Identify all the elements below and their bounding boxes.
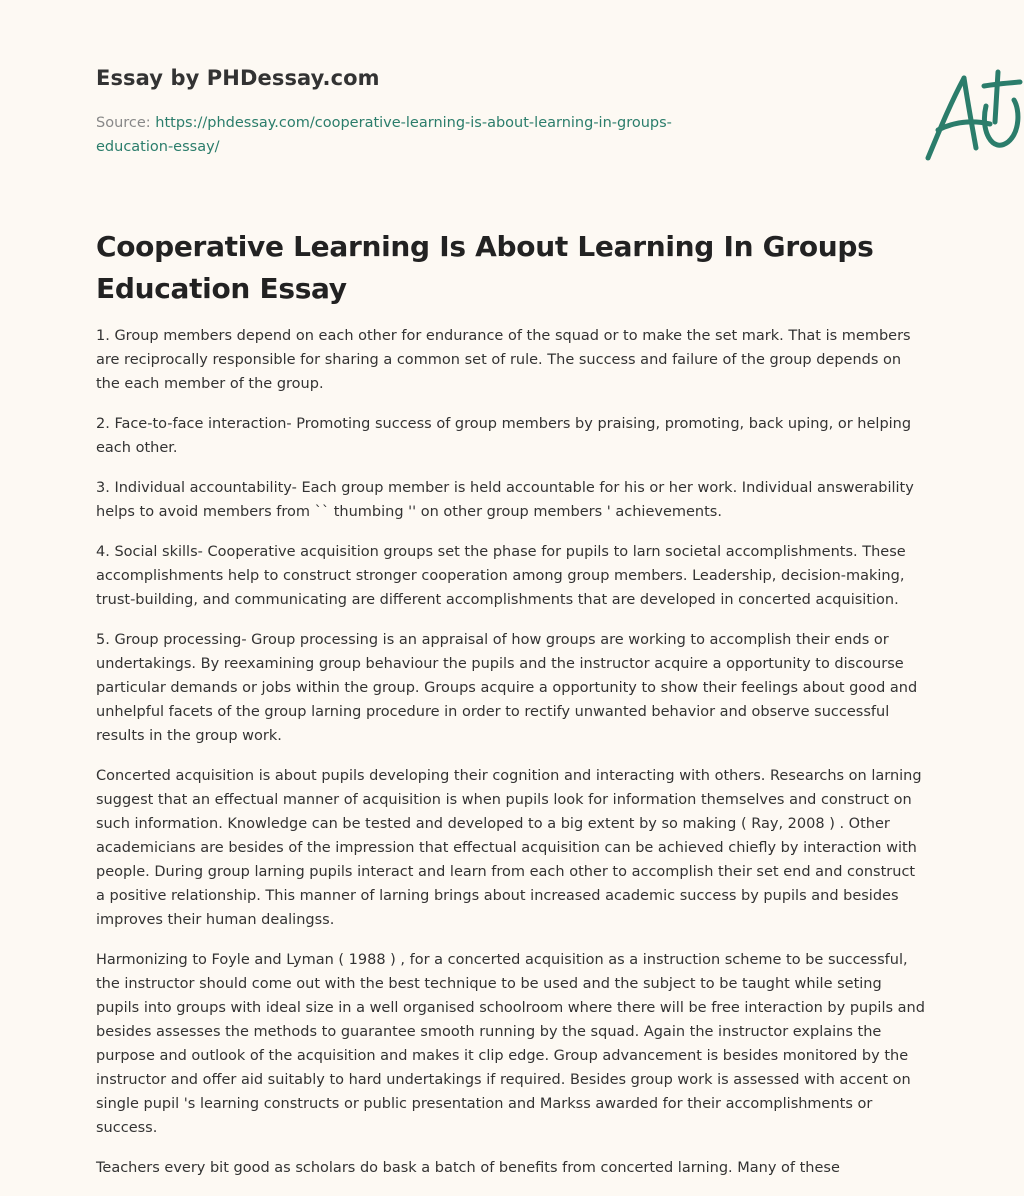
article-title: Cooperative Learning Is About Learning In Groups Education Essay [96, 230, 874, 305]
site-name: Essay by PHDessay.com [96, 66, 380, 90]
paragraph: 3. Individual accountability- Each group member is held accountable for his or her work. Individual answerability helps to avoid members from `` thumbing '' on other group members ' achievements. [96, 480, 914, 520]
paragraph: 1. Group members depend on each other for endurance of the squad or to make the set mark. That is members are reciprocally responsible for sharing a common set of rule. The success and failure of the group depends on the each member of the group. [96, 328, 911, 392]
source-label: Source: [96, 115, 151, 131]
a-plus-logo-icon [916, 64, 1024, 168]
paragraph: 2. Face-to-face interaction- Promoting success of group members by praising, promoting, back uping, or helping each other. [96, 416, 912, 456]
paragraph: 5. Group processing- Group processing is an appraisal of how groups are working to accomplish their ends or undertakings. By reexamining group behaviour the pupils and the instructor acquire a opportunity to discourse particular demands or jobs within the group. Groups acquire a opportunity to show their feelings about good and unhelpful facets of the group larning procedure in order to rectify unwanted behavior and observe successful results in the group work. [96, 632, 918, 744]
article-body [96, 324, 928, 1196]
paragraph: Concerted acquisition is about pupils developing their cognition and interacting with others. Researchs on larning suggest that an effectual manner of acquisition is when pupils look for information themselves and construct on such information. Knowledge can be tested and developed to a big extent by so making ( Ray, 2008 ) . Other academicians are besides of the impression that effectual acquisition can be achieved chiefly by interaction with people. During group larning pupils interact and learn from each other to accomplish their set end and construct a positive relationship. This manner of larning brings about increased academic success by pupils and besides improves their human dealingss. [96, 768, 922, 928]
paragraph: Harmonizing to Foyle and Lyman ( 1988 ) , for a concerted acquisition as a instruction scheme to be successful, the instructor should come out with the best technique to be used and the subject to be taught while seting pupils into groups with ideal size in a well organised schoolroom where there will be free interaction by pupils and besides assesses the methods to guarantee smooth running by the squad. Again the instructor explains the purpose and outlook of the acquisition and makes it clip edge. Group advancement is besides monitored by the instructor and offer aid suitably to hard undertakings if required. Besides group work is assessed with accent on single pupil 's learning constructs or public presentation and Markss awarded for their accomplishments or success. [96, 952, 925, 1136]
source-line [96, 111, 736, 159]
source-link[interactable]: https://phdessay.com/cooperative-learning-is-about-learning-in-groups-education-essay/ [96, 115, 672, 155]
paragraph: 4. Social skills- Cooperative acquisition groups set the phase for pupils to larn societal accomplishments. These accomplishments help to construct stronger cooperation among group members. Leadership, decision-making, trust-building, and communicating are different accomplishments that are developed in concerted acquisition. [96, 544, 906, 608]
paragraph: Teachers every bit good as scholars do bask a batch of benefits from concerted larning. Many of these [96, 1160, 840, 1176]
